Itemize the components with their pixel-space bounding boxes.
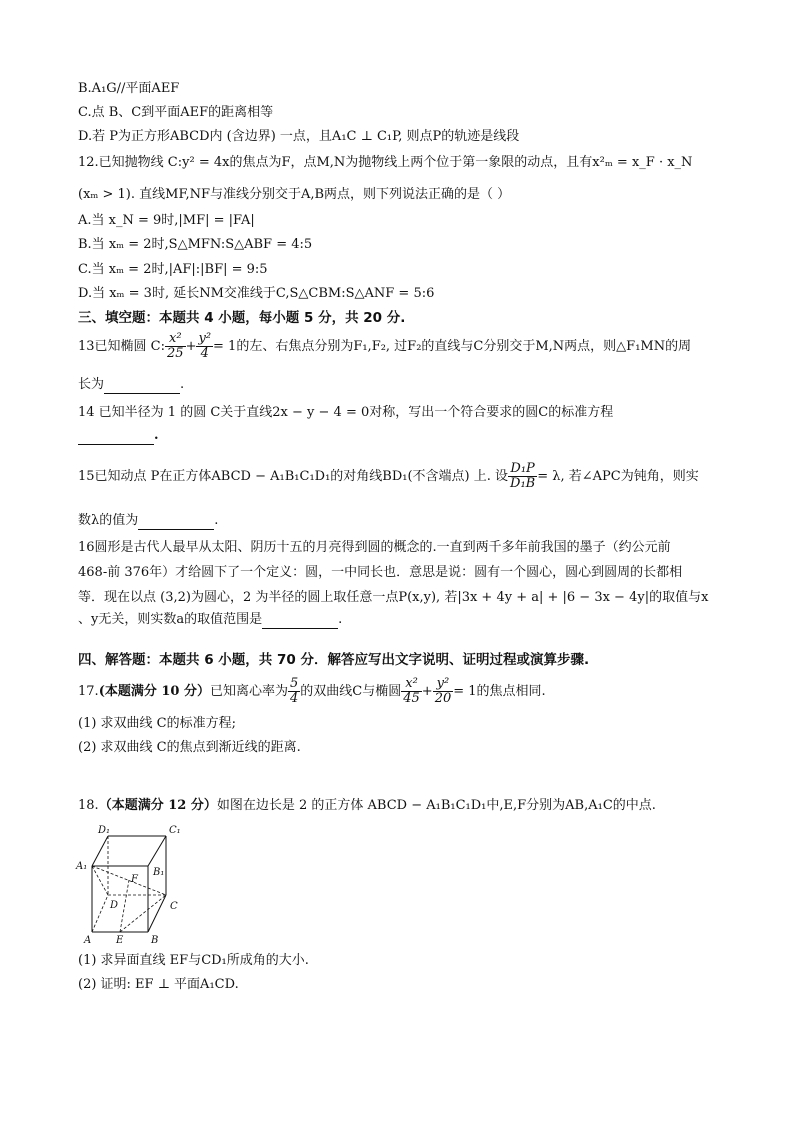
q15-frac <box>508 462 537 491</box>
label-D1: D₁ <box>98 825 111 836</box>
q17-frac-x <box>401 677 422 706</box>
q16-answer-blank[interactable] <box>262 614 338 629</box>
q15-suffix: = λ, 若∠APC为钝角，则实 <box>537 469 699 484</box>
label-B1: B₁ <box>153 867 165 878</box>
q15-line2: 数λ的值为 . <box>78 513 219 528</box>
q17-frac-y-den: 20 <box>434 691 452 706</box>
edge-CB <box>148 895 166 932</box>
q17-stem <box>78 674 546 710</box>
q18-stem <box>78 797 656 815</box>
q16-line4-text: 、y无关，则实数a的取值范围是 <box>78 612 263 627</box>
q12-option-a: A.当 x_N = 9时,|MF| = |FA| <box>78 213 255 228</box>
q12-option-b: B.当 xₘ = 2时,S△MFN:S△ABF = 4:5 <box>78 237 313 252</box>
segment-EC <box>120 895 166 932</box>
q16-line2: 468-前 376年）才给圆下了一个定义：圆，一中同长也．意思是说：圆有一个圆心，圆心到圆周的长都相 <box>78 565 683 580</box>
q17-ecc-num: 5 <box>290 676 299 691</box>
q12-stem-line2: (xₘ > 1). 直线MF,NF与准线分别交于A,B两点，则下列说法正确的是（ ） <box>78 187 511 202</box>
q15-line2-text: 数λ的值为 <box>78 513 139 528</box>
q17-frac-x-num: x² <box>401 677 422 692</box>
q13-prefix: 13已知椭圆 C: <box>78 339 166 354</box>
label-A: A <box>84 935 92 946</box>
q13-frac-y <box>196 332 213 361</box>
q17-plus: + <box>421 684 433 699</box>
label-E: E <box>116 935 124 946</box>
segment-EF <box>120 880 129 932</box>
q17-frac-y-num: y² <box>433 677 454 692</box>
q17-ecc-frac <box>288 677 300 706</box>
q16-line4: 、y无关，则实数a的取值范围是 . <box>78 612 343 627</box>
label-F: F <box>131 874 138 885</box>
q13-frac-x-num: x² <box>165 332 186 347</box>
q11-option-c: C.点 B、C到平面AEF的距离相等 <box>78 105 274 120</box>
q13-suffix: = 1的左、右焦点分别为F₁,F₂, 过F₂的直线与C分别交于M,N两点，则△F₁MN的周 <box>213 339 692 354</box>
edge-AD <box>92 895 108 932</box>
segment-A1D <box>92 866 108 895</box>
q16-line1: 16圆形是古代人最早从太阳、阴历十五的月亮得到圆的概念的.一直到两千多年前我国的墨子（约公元前 <box>78 540 671 555</box>
q13-plus: + <box>185 339 197 354</box>
q17-frac-x-den: 45 <box>403 691 420 706</box>
q13-frac-x-den: 25 <box>167 346 184 361</box>
q14-stem: 14 已知半径为 1 的圆 C关于直线2x − y − 4 = 0对称，写出一个符合要求的圆C的标准方程 <box>78 405 614 420</box>
q12-option-c: C.当 xₘ = 2时,|AF|:|BF| = 9:5 <box>78 262 268 277</box>
label-C: C <box>170 901 178 912</box>
q18-label: 18. <box>78 798 99 813</box>
q18-text: 如图在边长是 2 的正方体 ABCD − A₁B₁C₁D₁中,E,F分别为AB,A₁C的中点. <box>216 798 656 813</box>
q11-option-b: B.A₁G//平面AEF <box>78 81 180 96</box>
q17-prefix: 已知离心率为 <box>209 684 288 699</box>
q17-frac-y <box>433 677 454 706</box>
q15-answer-blank[interactable] <box>138 515 214 530</box>
section4-heading: 四、解答题：本题共 6 小题，共 70 分．解答应写出文字说明、证明过程或演算步骤. <box>78 652 590 668</box>
label-D: D <box>110 900 119 911</box>
q18-score: （本题满分 12 分） <box>98 798 217 813</box>
q17-suffix: = 1的焦点相同. <box>453 684 546 699</box>
q12-option-d: D.当 xₘ = 3时, 延长NM交准线于C,S△CBM:S△ANF = 5:6 <box>78 286 435 301</box>
label-A1: A₁ <box>76 861 88 872</box>
q13-line2: 长为 . <box>78 377 185 392</box>
q17-mid: 的双曲线C与椭圆 <box>300 684 402 699</box>
q13-frac-y-den: 4 <box>200 346 209 361</box>
q11-option-d: D.若 P为正方形ABCD内 (含边界) 一点，且A₁C ⊥ C₁P, 则点P的轨迹是线段 <box>78 129 520 144</box>
q17-sub1: (1) 求双曲线 C的标准方程; <box>78 716 237 731</box>
q17-score: (本题满分 10 分） <box>98 684 210 699</box>
q15-frac-den: D₁B <box>510 476 536 491</box>
q18-sub2: (2) 证明: EF ⊥ 平面A₁CD. <box>78 977 239 992</box>
q14-line2: . <box>78 427 159 445</box>
section3-heading: 三、填空题：本题共 4 小题，每小题 5 分，共 20 分. <box>78 310 406 326</box>
q13-frac-y-num: y² <box>198 331 212 346</box>
q15-frac-num: D₁P <box>508 462 537 477</box>
cube-figure <box>74 822 204 946</box>
q12-stem-line1: 12.已知抛物线 C:y² = 4x的焦点为F，点M,N为抛物线上两个位于第一象限的动点，且有x²ₘ = x_F · x_N <box>78 155 693 170</box>
edge-A1D1 <box>92 836 108 866</box>
q13-answer-blank[interactable] <box>104 379 180 394</box>
q13-frac-x <box>165 332 186 361</box>
q13-stem <box>78 330 691 364</box>
q17-ecc-den: 4 <box>290 691 299 706</box>
q14-answer-blank[interactable] <box>78 430 154 445</box>
q16-line3: 等．现在以点 (3,2)为圆心，2 为半径的圆上取任意一点P(x,y), 若|3x + 4y + a| + |6 − 3x − 4y|的取值与x <box>78 590 709 605</box>
q17-sub2: (2) 求双曲线 C的焦点到渐近线的距离. <box>78 740 301 755</box>
label-C1: C₁ <box>169 825 181 836</box>
label-B: B <box>151 935 159 946</box>
q17-label: 17. <box>78 684 99 699</box>
q13-line2-text: 长为 <box>78 377 105 392</box>
q15-stem <box>78 454 699 500</box>
q15-prefix: 15已知动点 P在正方体ABCD − A₁B₁C₁D₁的对角线BD₁(不含端点) 上. 设 <box>78 469 509 484</box>
edge-B1C1 <box>148 836 166 866</box>
q18-sub1: (1) 求异面直线 EF与CD₁所成角的大小. <box>78 953 309 968</box>
